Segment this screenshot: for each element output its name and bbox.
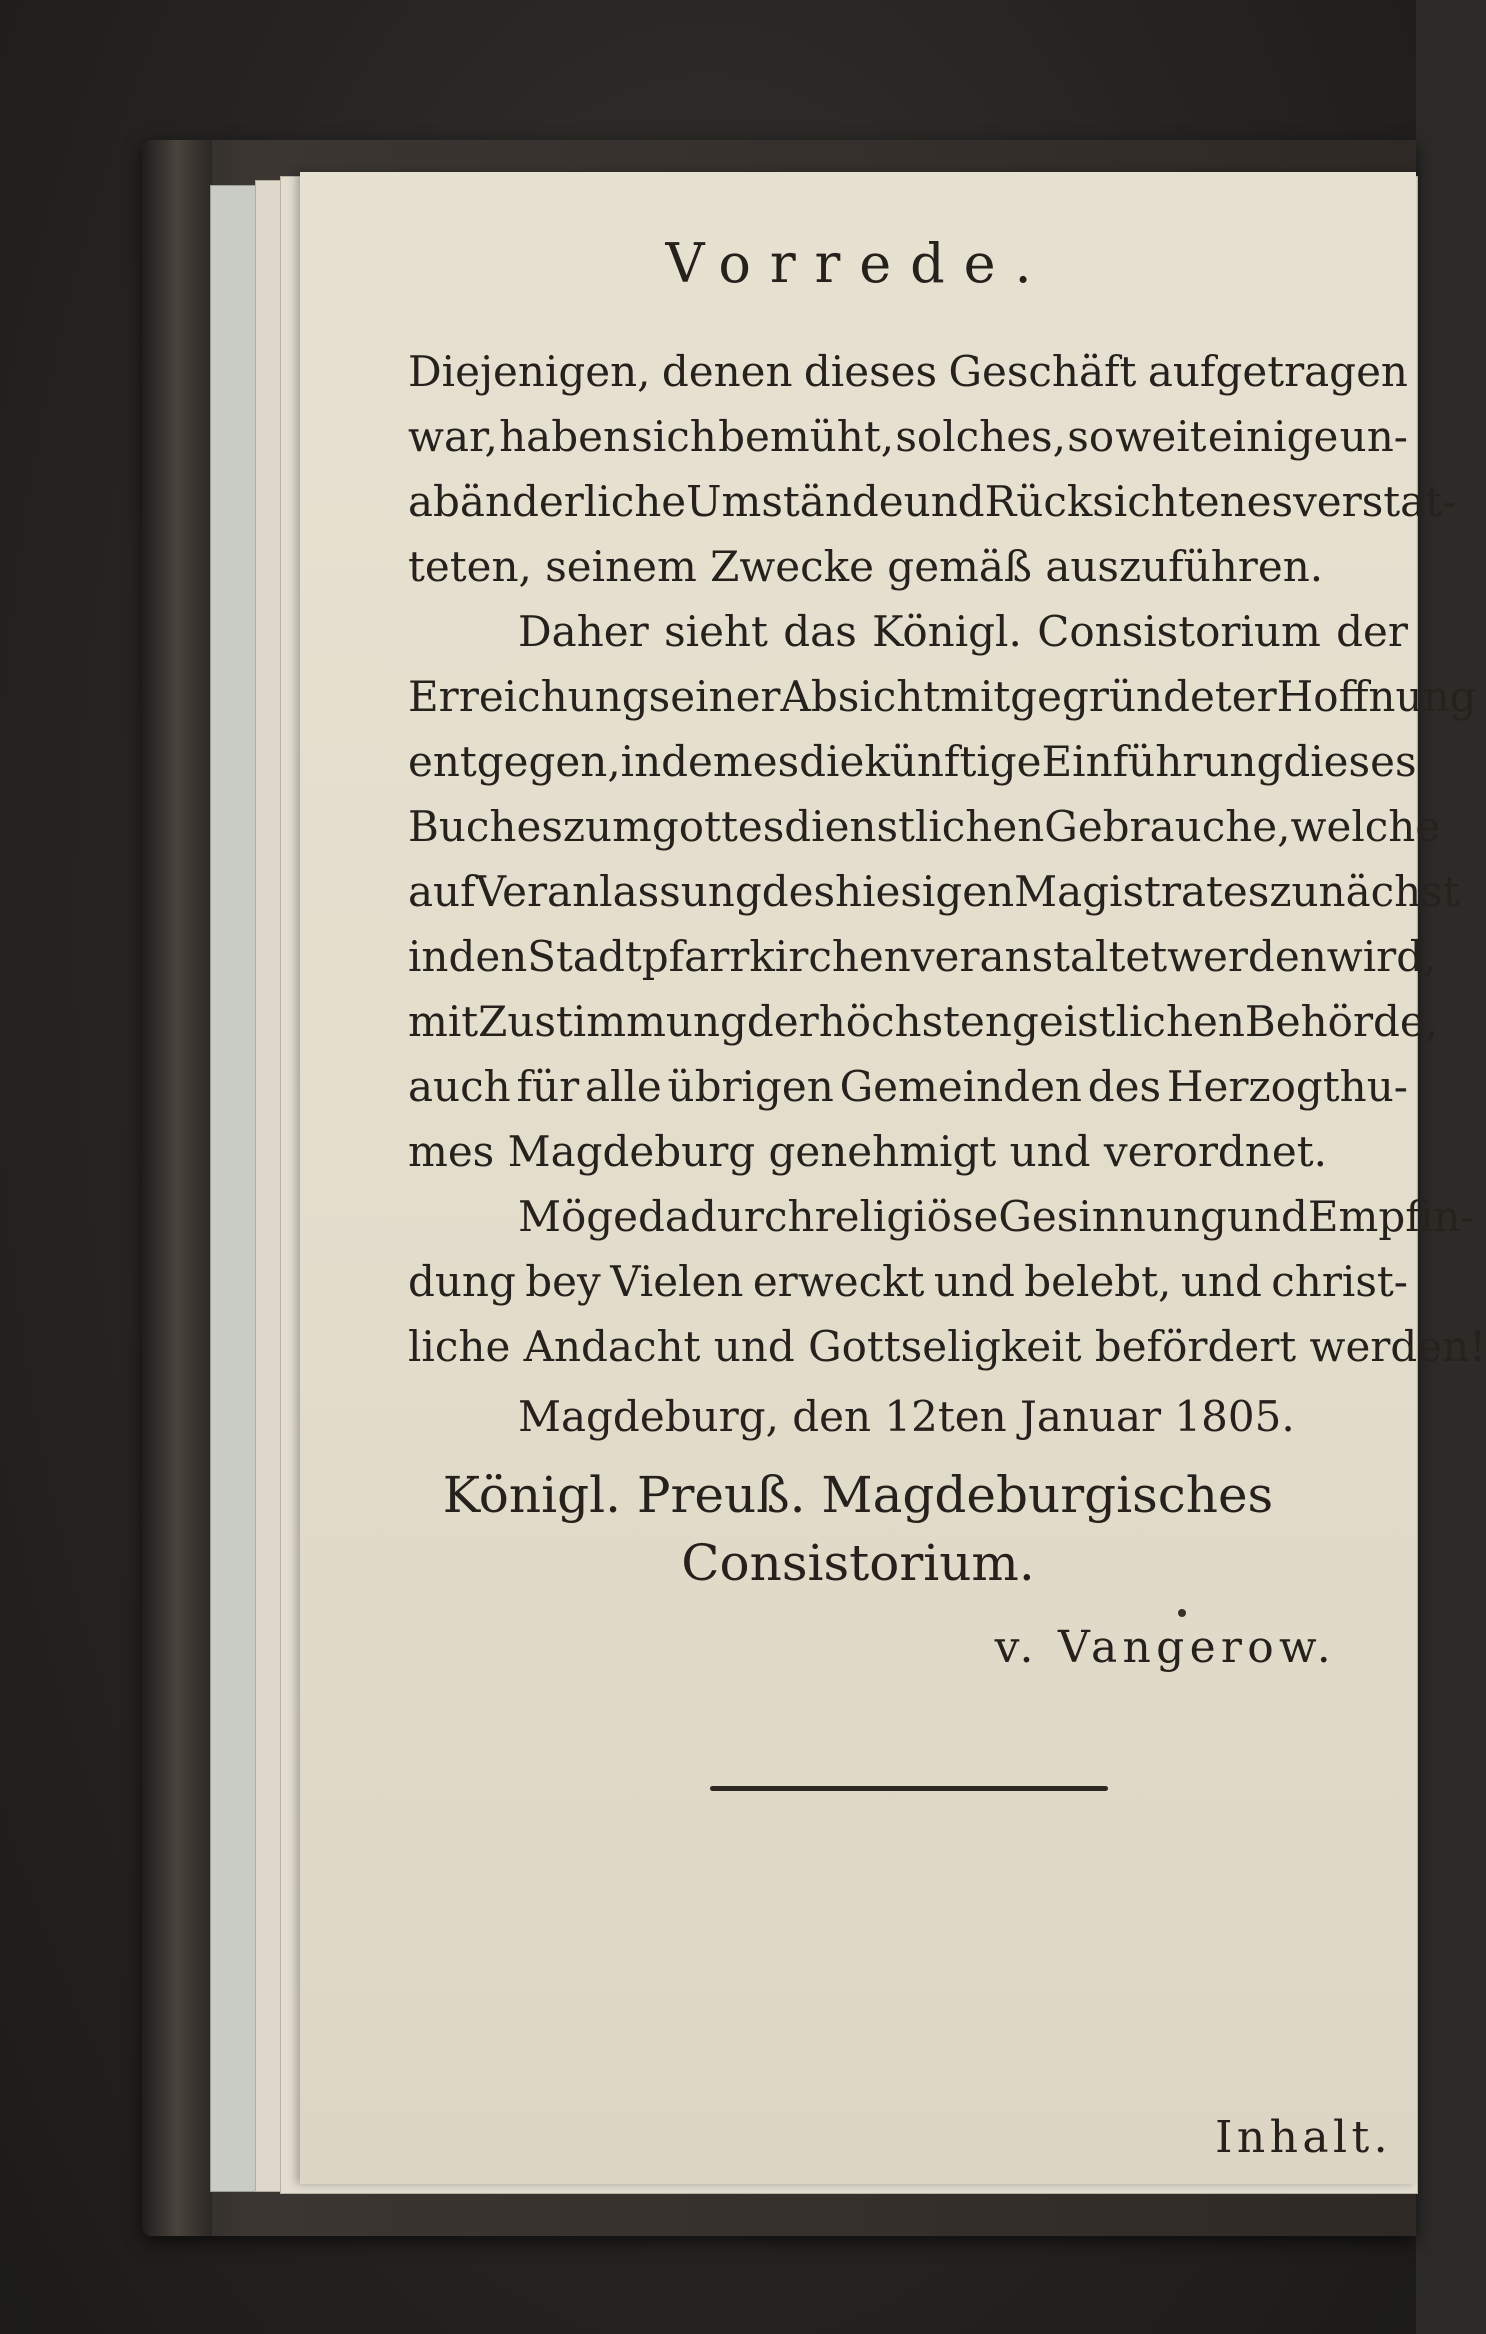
word: und — [1180, 1257, 1262, 1306]
word: Magistrates — [1014, 867, 1270, 916]
word: dung — [408, 1257, 516, 1306]
word: religiöse — [814, 1192, 999, 1241]
text-line — [408, 1057, 1408, 1117]
word: Erreichung — [408, 672, 649, 721]
word: Königl. — [872, 607, 1022, 656]
word: weit — [1115, 412, 1207, 461]
section-rule — [710, 1786, 1108, 1791]
word: einige — [1207, 412, 1339, 461]
word: hiesigen — [835, 867, 1015, 916]
catchword: Inhalt. — [1215, 2112, 1392, 2163]
word: und — [903, 477, 985, 526]
text-line — [408, 667, 1477, 727]
ink-spot — [1178, 1609, 1186, 1617]
word: solches, — [895, 412, 1066, 461]
word: so — [1067, 412, 1115, 461]
word: Vielen — [610, 1257, 744, 1306]
word: künftige — [864, 737, 1042, 786]
word: welche — [1290, 802, 1441, 851]
word: Empfin- — [1307, 1192, 1475, 1241]
word: Gemeinden — [839, 1062, 1082, 1111]
word: mit — [940, 672, 1011, 721]
word: mit — [408, 997, 479, 1046]
text-line — [408, 992, 1439, 1052]
word: Stadtpfarrkirchen — [527, 932, 911, 981]
word: zum — [562, 802, 652, 851]
page-heading: Vorrede. — [665, 232, 1051, 295]
word: bemüht, — [718, 412, 895, 461]
word: alle — [584, 1062, 662, 1111]
word: seiner — [648, 672, 781, 721]
word: entgegen, — [408, 737, 621, 786]
text-line — [408, 927, 1437, 987]
text-line — [408, 862, 1460, 922]
word: auf — [408, 867, 476, 916]
word: des — [761, 867, 836, 916]
word: wird, — [1326, 932, 1437, 981]
text-line — [408, 797, 1441, 857]
word: aufgetragen — [1147, 347, 1408, 396]
word: den — [448, 932, 528, 981]
word: verstat- — [1293, 477, 1457, 526]
word: das — [783, 607, 857, 656]
word: indem — [620, 737, 753, 786]
word: gottesdienstlichen — [651, 802, 1045, 851]
text-line: liche Andacht und Gottseligkeit befördert werden! — [408, 1322, 1486, 1371]
word: Einführung — [1041, 737, 1284, 786]
word: denen — [661, 347, 793, 396]
word: christ- — [1271, 1257, 1408, 1306]
word: und — [1226, 1192, 1308, 1241]
text-line — [408, 407, 1408, 467]
text-line — [518, 1187, 1475, 1247]
word: bey — [525, 1257, 601, 1306]
word: Absicht — [780, 672, 941, 721]
signature-name: v. Vangerow. — [994, 1622, 1336, 1673]
word: der — [746, 997, 819, 1046]
word: dieses — [803, 347, 938, 396]
word: Gebrauche, — [1044, 802, 1291, 851]
word: war, — [408, 412, 498, 461]
word: Herzogthu- — [1166, 1062, 1408, 1111]
word: werden — [1167, 932, 1327, 981]
word: Hoffnung — [1276, 672, 1477, 721]
word: Rücksichten — [984, 477, 1247, 526]
text-line — [408, 342, 1408, 402]
word: Umstände — [686, 477, 904, 526]
word: abänderliche — [408, 477, 687, 526]
word: es — [1246, 477, 1294, 526]
word: belebt, — [1024, 1257, 1172, 1306]
word: Behörde, — [1244, 997, 1439, 1046]
word: auch — [408, 1062, 511, 1111]
text-line — [408, 472, 1457, 532]
text-line — [408, 732, 1417, 792]
word: sich — [631, 412, 717, 461]
word: haben — [499, 412, 630, 461]
word: Buches — [408, 802, 563, 851]
word: zunächst — [1269, 867, 1460, 916]
word: dieses — [1283, 737, 1417, 786]
word: Veranlassung — [475, 867, 762, 916]
word: erweckt — [752, 1257, 925, 1306]
word: geistlichen — [1011, 997, 1245, 1046]
word: un- — [1339, 412, 1408, 461]
word: höchsten — [818, 997, 1012, 1046]
word: die — [799, 737, 865, 786]
word: des — [1087, 1062, 1162, 1111]
word: und — [933, 1257, 1015, 1306]
text-line: mes Magdeburg genehmigt und verordnet. — [408, 1127, 1327, 1176]
word: in — [408, 932, 449, 981]
word: veranstaltet — [910, 932, 1168, 981]
signature-org-line2: Consistorium. — [681, 1534, 1035, 1592]
book-page — [300, 172, 1486, 2184]
word: Zustimmung — [478, 997, 747, 1046]
word: es — [752, 737, 800, 786]
word: Diejenigen, — [408, 347, 651, 396]
word: Daher — [518, 607, 649, 656]
word: Consistorium — [1037, 607, 1321, 656]
word: Geschäft — [948, 347, 1137, 396]
word: der — [1336, 607, 1408, 656]
word: für — [516, 1062, 580, 1111]
word: dadurch — [638, 1192, 815, 1241]
word: übrigen — [667, 1062, 834, 1111]
word: Möge — [518, 1192, 639, 1241]
text-line — [408, 1252, 1408, 1312]
word: Gesinnung — [998, 1192, 1227, 1241]
text-line — [518, 602, 1408, 662]
word: sieht — [664, 607, 768, 656]
dateline: Magdeburg, den 12ten Januar 1805. — [518, 1392, 1295, 1441]
book-spine-edge — [142, 140, 212, 2236]
text-line: teten, seinem Zwecke gemäß auszuführen. — [408, 542, 1324, 591]
signature-org-line1: Königl. Preuß. Magdeburgisches — [442, 1466, 1274, 1524]
word: gegründeter — [1010, 672, 1277, 721]
